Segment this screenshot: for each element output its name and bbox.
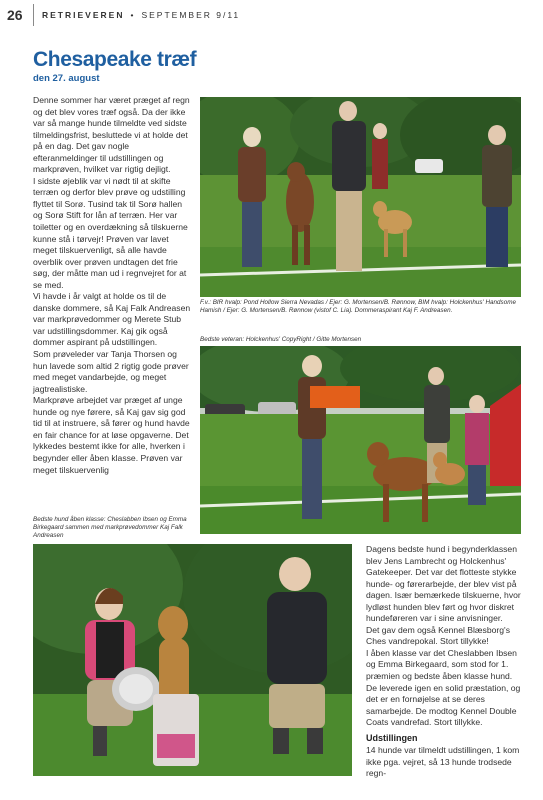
- left-text-column: [33, 95, 191, 476]
- section-heading: Udstillingen: [366, 732, 418, 743]
- photo-1-caption: F.v.: BIR hvalp: Pond Hollow Sierra Nevadas / Ejer: G. Mortensen/B. Rønnow, BIM hvalp: Holckenhus' Handsome Hamish / Ejer: G. Mortensen/B. Rønnow (vistof C. Lia). Dommeraspirant Kaj F. Andreasen.: [200, 299, 516, 314]
- paragraph: Denne sommer har været præget af regn og det blev vores træf også. Da der ikke var så mange hunde tilmeldte ved sidste tilmeldingsfrist, besluttede vi at holde det på en dag. Det gav nogle efteranmeldinger til udstillingen og markprøven, hvilket var rigtig dejligt.: [33, 95, 190, 175]
- photo-best-open-class: [33, 544, 352, 776]
- photo-best-veteran: [200, 346, 521, 534]
- photo-2-caption: Bedste veteran: Holckenhus' CopyRight / Gitte Mortensen: [200, 336, 362, 343]
- paragraph: I sidste øjeblik var vi nødt til at skifte terræn og derfor blev prøve og udstilling flyttet til Sorø. Tusind tak til Sorø hallen og Sorø Stift for lån af terræn. Her var toiletter og en overdækning så tilskuerne kunne stå i tørvejr! Prøven var lavet meget tilskuervenligt, så alle havde overblik over prøven undtagen det frie søg, der måtte man ud i regnvejret for at se med.: [33, 175, 188, 290]
- paragraph: Markprøve arbejdet var præget af unge hunde og nye førere, så Kaj gav sig god tid til at instruere, så fører og hund havde en fair chance for at løse opgaverne. Det lykkedes bestemt ikke for alle, hverken i begynder eller åben klasse. Prøven var meget tilskuervenlig: [33, 395, 190, 475]
- header-separator: •: [130, 10, 136, 20]
- photo-puppy-show: [200, 97, 521, 297]
- photo-best-veteran-image: [200, 346, 521, 534]
- page-number: 26: [7, 7, 23, 23]
- paragraph: Dagens bedste hund i begynderklassen blev Jens Lambrecht og Holckenhus' Gatekeeper. Det var det flotteste stykke hunde- og førerarbejde, der blev vist på dagen. Især bemærkede tilskuerne, hvor lydløst hunden blev ført og hvor diskret hundeføreren var i sine anvisninger.: [366, 544, 521, 624]
- article-date: den 27. august: [33, 73, 100, 84]
- paragraph: Det gav dem også Kennel Blæsborg's Ches vandrepokal. Stort tillykke!: [366, 624, 510, 647]
- paragraph: I åben klasse var det Cheslabben Ibsen og Emma Birkegaard, som stod for 1. præmien og bedste åben klasse hund. De leverede igen en solid præstation, og det er en fornøjelse at se deres samarbejde. De modtog Kennel Double Coats vandrefad. Stort tillykke.: [366, 647, 521, 728]
- paragraph: Som prøveleder var Tanja Thorsen og hun lavede som altid 2 rigtig gode prøver med meget vandarbejde, og meget jagtrealistiske.: [33, 349, 189, 394]
- header-divider: [33, 4, 34, 26]
- photo-3-caption: Bedste hund åben klasse: Cheslabben Ibsen og Emma Birkegaard sammen med markprøvedommer Kaj Falk Andreasen: [33, 516, 187, 539]
- right-text-column: [366, 544, 524, 780]
- paragraph: Vi havde i år valgt at holde os til de danske dommere, så Kaj Falk Andreasen var markprøvedommer og Merete Stub var udstillingsdommer. Kaj gik også dommer aspirant på udstillingen.: [33, 291, 191, 348]
- issue-label: SEPTEMBER 9/11: [141, 10, 241, 20]
- page-header: [0, 0, 543, 26]
- running-head: [42, 10, 240, 20]
- photo-puppy-show-image: [200, 97, 521, 297]
- magazine-name: RETRIEVEREN: [42, 10, 125, 20]
- article-title: Chesapeake træf: [33, 48, 197, 71]
- paragraph: 14 hunde var tilmeldt udstillingen, 1 kom ikke pga. vejret, så 13 hunde trodsede regn-: [366, 745, 520, 779]
- photo-best-open-class-image: [33, 544, 352, 776]
